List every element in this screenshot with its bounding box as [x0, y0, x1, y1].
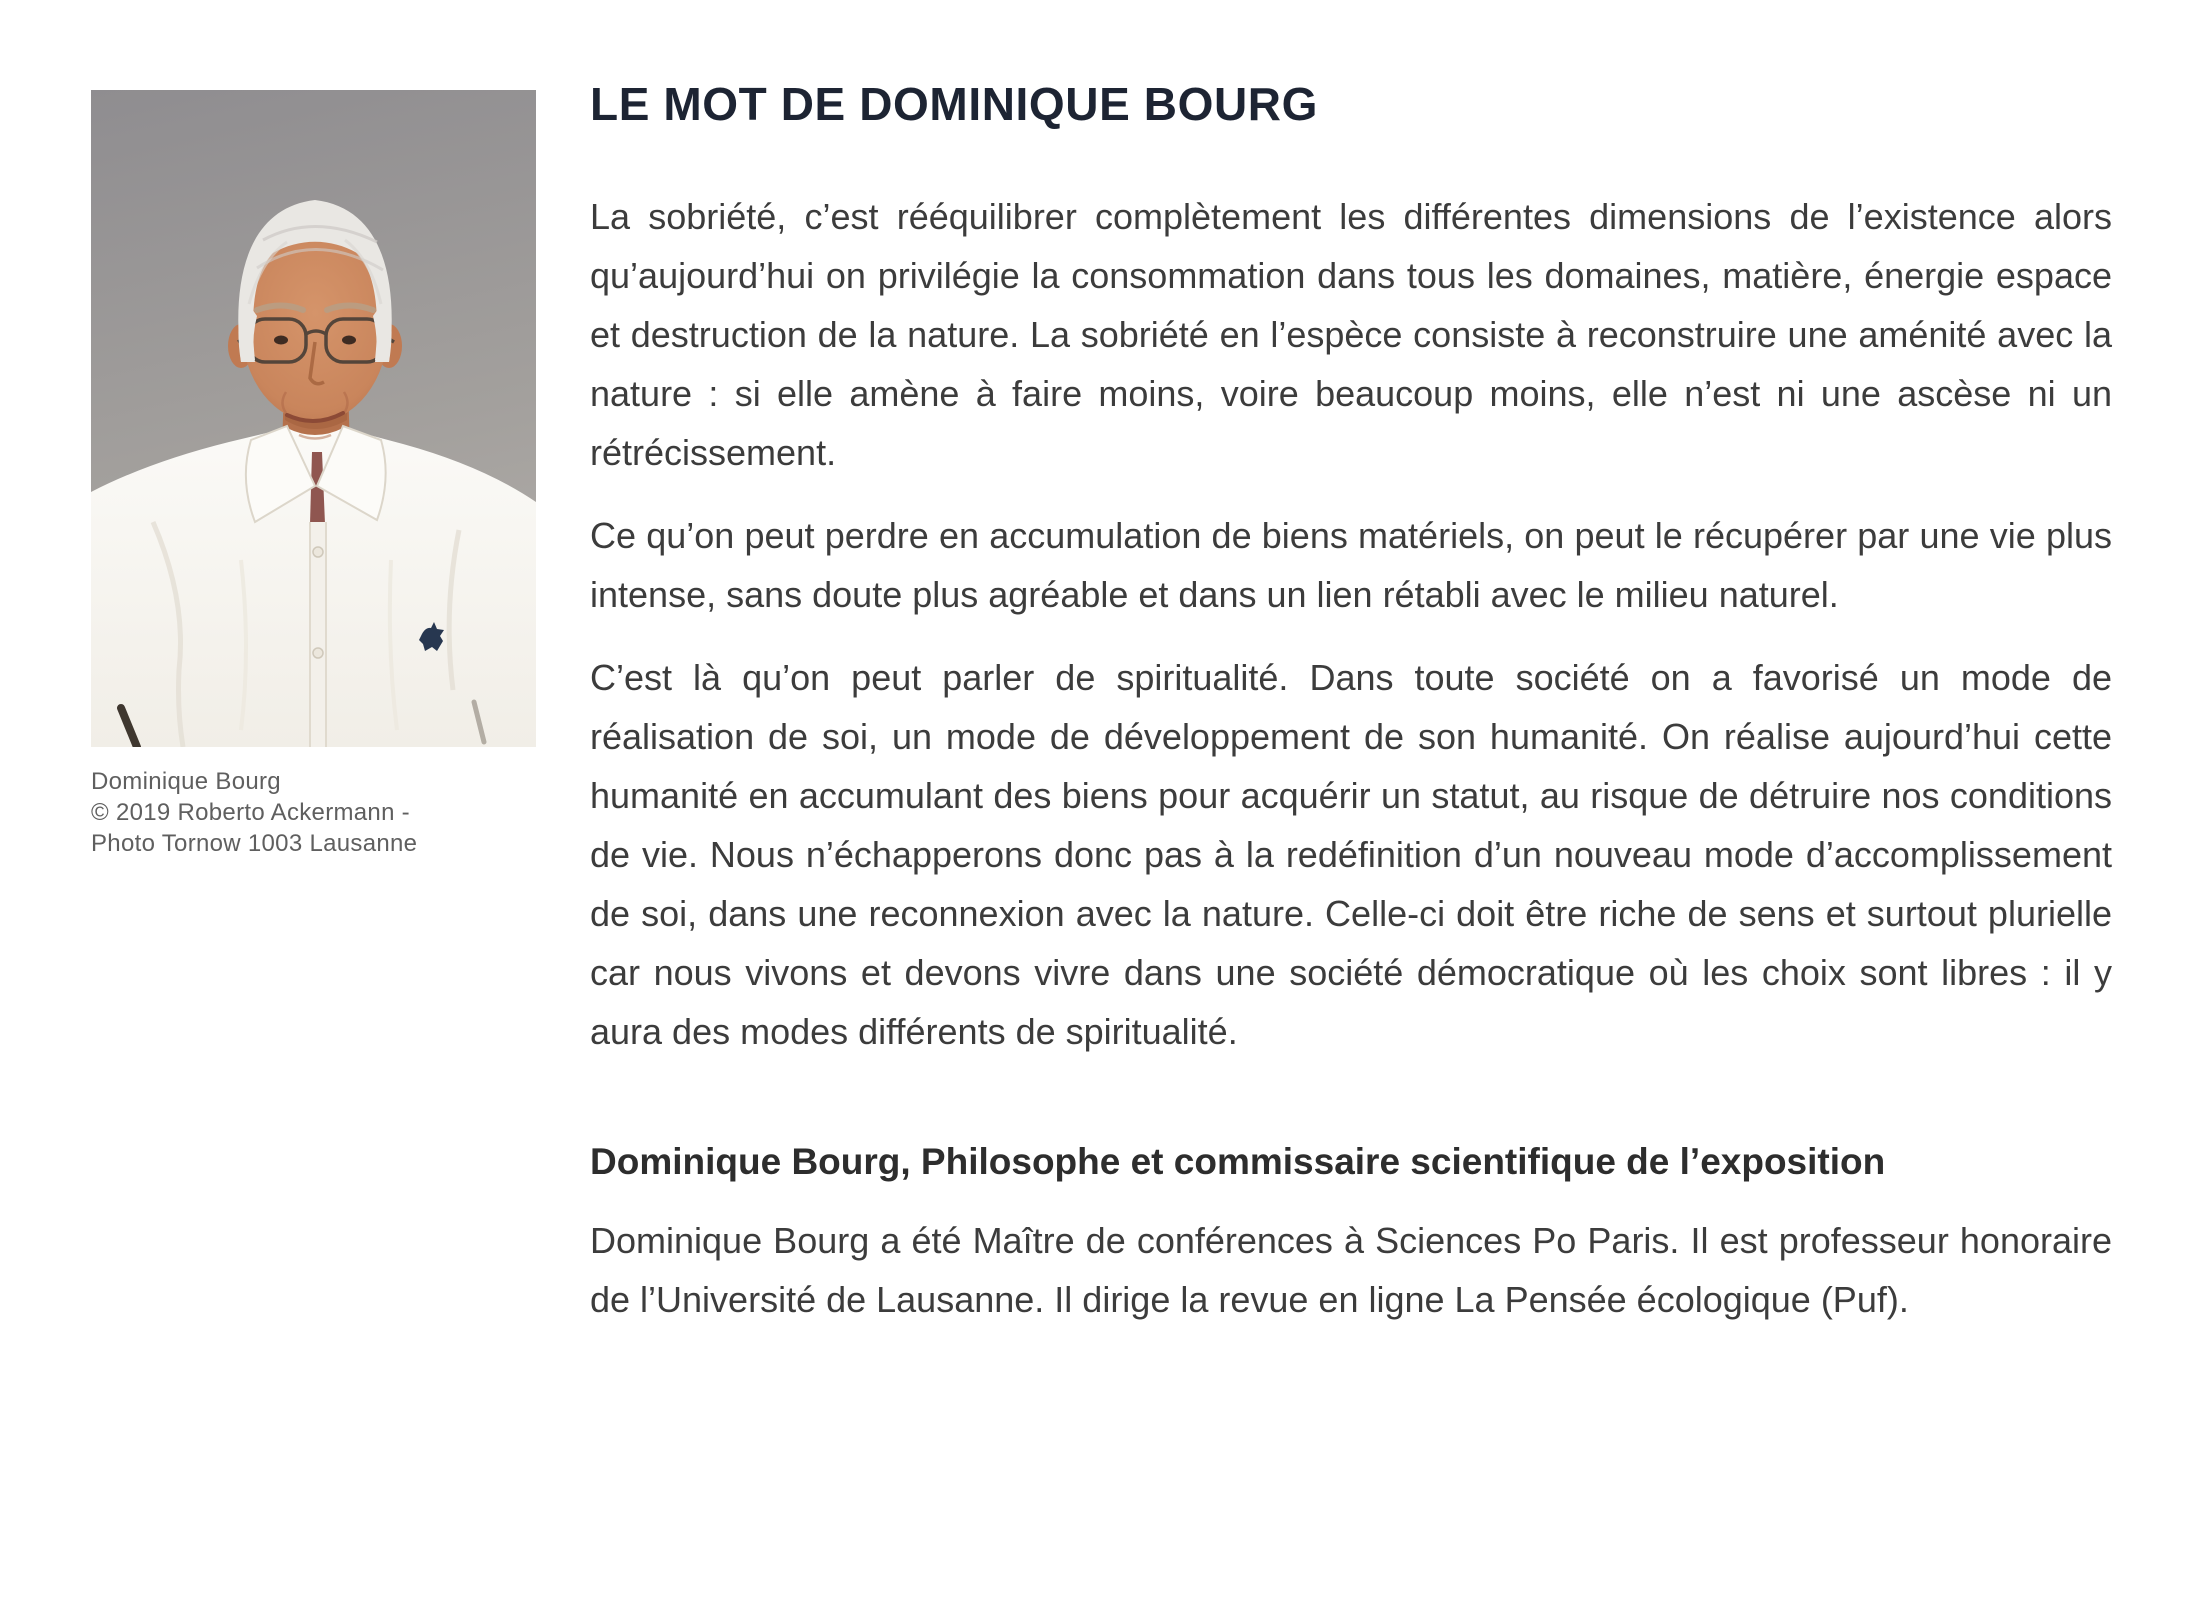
article — [590, 78, 2112, 1329]
portrait-photo — [91, 90, 536, 747]
shirt-button — [313, 547, 323, 557]
paragraph-3: C’est là qu’on peut parler de spiritualité. Dans toute société on a favorisé un mode de réalisation de soi, un mode de développement de son humanité. On réalise aujourd’hui cette humanité en accumulant des biens pour acquérir un statut, au risque de détruire nos conditions de vie. Nous n’échapperons donc pas à la redéfinition d’un nouveau mode d’accomplissement de soi, dans une reconnexion avec la nature. Celle-ci doit être riche de sens et surtout plurielle car nous vivons et devons vivre dans une société démocratique où les choix sont libres : il y aura des modes différents de spiritualité. — [590, 657, 2112, 1052]
article-subtitle: Dominique Bourg, Philosophe et commissaire scientifique de l’exposition — [590, 1141, 1886, 1182]
photo-caption — [91, 766, 417, 859]
caption-line-1: Dominique Bourg — [91, 768, 281, 795]
paragraph-1: La sobriété, c’est rééquilibrer complètement les différentes dimensions de l’existence alors qu’aujourd’hui on privilégie la consommation dans tous les domaines, matière, énergie espace et destruction de la nature. La sobriété en l’espèce consiste à reconstruire une aménité avec la nature : si elle amène à faire moins, voire beaucoup moins, elle n’est ni une ascèse ni un rétrécissement. — [590, 196, 2112, 473]
caption-line-2: © 2019 Roberto Ackermann - — [91, 799, 410, 826]
portrait-illustration — [91, 90, 536, 747]
bio-paragraph: Dominique Bourg a été Maître de conférences à Sciences Po Paris. Il est professeur honoraire de l’Université de Lausanne. Il dirige la revue en ligne La Pensée écologique (Puf). — [590, 1220, 2112, 1320]
caption-line-3: Photo Tornow 1003 Lausanne — [91, 830, 418, 857]
paragraph-2: Ce qu’on peut perdre en accumulation de biens matériels, on peut le récupérer par une vie plus intense, sans doute plus agréable et dans un lien rétabli avec le milieu naturel. — [590, 515, 2112, 615]
shirt-button — [313, 648, 323, 658]
article-title: LE MOT DE DOMINIQUE BOURG — [590, 78, 1318, 130]
